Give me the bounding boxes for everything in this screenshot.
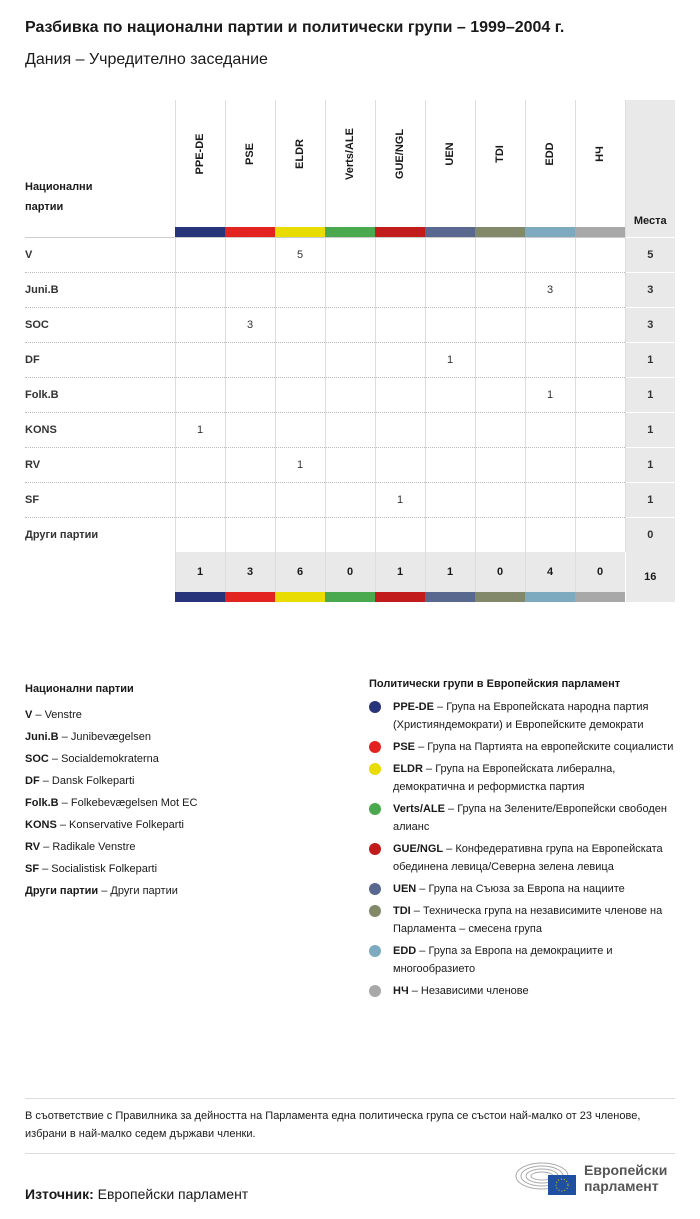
legend-item: Други партии – Други партии <box>25 885 178 897</box>
group-code: EDD <box>393 945 417 957</box>
legend-item: Juni.B – Junibevægelsen <box>25 731 151 743</box>
group-full-name: Техническа група на независимите членове на Парламента – смесена група <box>393 905 663 935</box>
seat-count-cell <box>175 307 225 342</box>
group-color-bar <box>575 592 625 602</box>
seat-count-cell <box>475 237 525 272</box>
party-name: KONS <box>25 412 175 447</box>
seat-count-cell <box>175 237 225 272</box>
seat-count-cell <box>525 342 575 377</box>
seat-count-cell <box>425 377 475 412</box>
party-name: DF <box>25 342 175 377</box>
party-full-name: Други партии <box>110 885 178 897</box>
seat-count-cell <box>425 447 475 482</box>
seat-count-cell <box>575 412 625 447</box>
seat-count-cell <box>575 307 625 342</box>
group-code: ELDR <box>294 139 306 169</box>
seat-count-cell <box>525 237 575 272</box>
seat-count-cell <box>525 307 575 342</box>
national-parties-legend <box>25 678 197 902</box>
hemicycle-icon <box>514 1160 576 1196</box>
legend-item: PPE-DE – Група на Европейската народна партия (Християндемократи) и Европейските демократи <box>369 698 679 734</box>
party-code: SOC <box>25 753 49 765</box>
legend-item: RV – Radikale Venstre <box>25 841 136 853</box>
seat-count-cell <box>275 272 325 307</box>
row-total-seats: 0 <box>625 517 675 552</box>
group-code: UEN <box>393 883 417 895</box>
group-total: 4 <box>525 552 575 592</box>
seat-count-cell <box>475 482 525 517</box>
group-color-bar <box>525 592 575 602</box>
group-color-bar <box>525 227 575 237</box>
party-full-name: Venstre <box>44 709 82 721</box>
group-code: Verts/ALE <box>344 128 356 180</box>
group-total: 1 <box>425 552 475 592</box>
seat-count-cell <box>325 342 375 377</box>
row-total-seats: 1 <box>625 412 675 447</box>
national-parties-header: Национални партии <box>25 181 93 213</box>
group-total: 0 <box>325 552 375 592</box>
group-full-name: Група на Съюза за Европа на нациите <box>428 883 625 895</box>
legend-item: EDD – Група за Европа на демокрациите и многообразието <box>369 942 679 978</box>
group-code: PSE <box>244 142 256 165</box>
group-full-name: Група на Европейската народна партия (Християндемократи) и Европейските демократи <box>393 701 649 731</box>
seat-count-cell <box>425 237 475 272</box>
group-header <box>325 100 375 227</box>
legend-item: PSE – Група на Партията на европейските социалисти <box>369 738 679 756</box>
row-total-seats: 5 <box>625 237 675 272</box>
group-color-bar <box>225 592 275 602</box>
group-code: TDI <box>393 905 411 917</box>
group-header <box>275 100 325 227</box>
legend-item: SF – Socialistisk Folkeparti <box>25 863 158 875</box>
legend-title: Национални партии <box>25 683 134 695</box>
group-color-dot-icon <box>369 741 381 753</box>
party-code: Juni.B <box>25 731 59 743</box>
legend-title: Политически групи в Европейския парламент <box>369 678 621 690</box>
seat-count-cell <box>325 482 375 517</box>
legend-item: TDI – Техническа група на независимите членове на Парламента – смесена група <box>369 902 679 938</box>
row-total-seats: 1 <box>625 342 675 377</box>
party-full-name: Socialistisk Folkeparti <box>51 863 158 875</box>
party-name: Folk.B <box>25 377 175 412</box>
seat-count-cell <box>525 447 575 482</box>
seat-count-cell <box>175 377 225 412</box>
seat-count-cell <box>225 272 275 307</box>
page-subtitle: Дания – Учредително заседание <box>25 51 268 68</box>
group-color-bar <box>375 227 425 237</box>
seat-count-cell <box>375 412 425 447</box>
group-code: НЧ <box>594 146 606 162</box>
party-full-name: Junibevægelsen <box>70 731 151 743</box>
seat-count-cell <box>575 517 625 552</box>
seat-count-cell: 3 <box>225 307 275 342</box>
group-color-bar <box>575 227 625 237</box>
group-total: 0 <box>575 552 625 592</box>
group-code: PPE-DE <box>393 701 434 713</box>
table-row <box>25 482 675 517</box>
seat-count-cell <box>225 412 275 447</box>
legend-item: KONS – Konservative Folkeparti <box>25 819 184 831</box>
group-header <box>575 100 625 227</box>
seat-count-cell <box>275 482 325 517</box>
grand-total: 16 <box>625 552 675 602</box>
seat-count-cell <box>275 342 325 377</box>
table-row <box>25 342 675 377</box>
group-color-bar <box>475 592 525 602</box>
group-color-dot-icon <box>369 985 381 997</box>
group-color-dot-icon <box>369 803 381 815</box>
legend-item: Verts/ALE – Група на Зелените/Европейски свободен алианс <box>369 800 679 836</box>
group-header <box>425 100 475 227</box>
seat-count-cell <box>475 447 525 482</box>
seat-count-cell <box>175 482 225 517</box>
group-full-name: Група на Партията на европейските социалисти <box>427 741 674 753</box>
row-total-seats: 1 <box>625 447 675 482</box>
seat-count-cell <box>375 342 425 377</box>
legend-item: SOC – Socialdemokraterna <box>25 753 159 765</box>
seat-count-cell <box>325 412 375 447</box>
group-full-name: Група на Зелените/Европейски свободен алианс <box>393 803 667 833</box>
seat-count-cell <box>325 237 375 272</box>
source <box>25 1186 248 1202</box>
seat-count-cell: 1 <box>275 447 325 482</box>
group-total: 1 <box>175 552 225 592</box>
seat-count-cell <box>375 307 425 342</box>
seat-count-cell <box>425 272 475 307</box>
group-color-bar <box>175 592 225 602</box>
seat-count-cell <box>325 377 375 412</box>
seats-header: Места <box>625 100 675 237</box>
group-total: 6 <box>275 552 325 592</box>
group-header <box>225 100 275 227</box>
group-color-bar <box>475 227 525 237</box>
seat-count-cell <box>425 517 475 552</box>
table-row <box>25 377 675 412</box>
legend-item: GUE/NGL – Конфедеративна група на Европейската обединена левица/Северна зелена левица <box>369 840 679 876</box>
group-color-bar <box>425 592 475 602</box>
group-full-name: Група за Европа на демокрациите и многообразието <box>393 945 613 975</box>
group-code: Verts/ALE <box>393 803 445 815</box>
footnote: В съответствие с Правилника за дейността на Парламента една политическа група се състои най-малко от 23 членове, избрани в най-малко седем държави членки. <box>25 1098 675 1154</box>
group-color-bar <box>175 227 225 237</box>
group-total: 3 <box>225 552 275 592</box>
group-code: PPE-DE <box>194 133 206 175</box>
table-row <box>25 412 675 447</box>
legend-item: Folk.B – Folkebevægelsen Mot EC <box>25 797 198 809</box>
seat-count-cell <box>175 342 225 377</box>
legend-item: UEN – Група на Съюза за Европа на нациите <box>369 880 679 898</box>
group-code: TDI <box>494 145 506 163</box>
group-full-name: Независими членове <box>420 985 529 997</box>
seat-count-cell <box>575 272 625 307</box>
party-full-name: Konservative Folkeparti <box>69 819 184 831</box>
seat-count-cell <box>375 377 425 412</box>
group-color-dot-icon <box>369 763 381 775</box>
source-value: Европейски парламент <box>97 1186 249 1202</box>
group-code: НЧ <box>393 985 409 997</box>
group-code: PSE <box>393 741 416 753</box>
seat-count-cell <box>425 482 475 517</box>
seat-count-cell <box>425 412 475 447</box>
seat-count-cell <box>575 482 625 517</box>
seat-count-cell: 5 <box>275 237 325 272</box>
seats-table <box>25 100 675 602</box>
group-color-bar <box>275 227 325 237</box>
party-code: V <box>25 709 33 721</box>
table-row <box>25 517 675 552</box>
party-code: SF <box>25 863 40 875</box>
seat-count-cell <box>475 307 525 342</box>
seat-count-cell <box>575 342 625 377</box>
group-color-dot-icon <box>369 905 381 917</box>
seat-count-cell <box>325 272 375 307</box>
seat-count-cell <box>225 517 275 552</box>
seat-count-cell <box>225 447 275 482</box>
seat-count-cell <box>475 517 525 552</box>
party-name: RV <box>25 447 175 482</box>
legend-item: ELDR – Група на Европейската либерална, демократична и реформистка партия <box>369 760 679 796</box>
seat-count-cell <box>275 412 325 447</box>
group-color-bar <box>325 592 375 602</box>
group-code: ELDR <box>393 763 423 775</box>
seat-count-cell <box>325 517 375 552</box>
seat-count-cell <box>525 482 575 517</box>
group-code: GUE/NGL <box>394 128 406 180</box>
group-header <box>375 100 425 227</box>
seat-count-cell <box>375 447 425 482</box>
source-label: Източник: <box>25 1186 94 1202</box>
seat-count-cell: 1 <box>425 342 475 377</box>
party-full-name: Folkebevægelsen Mot EC <box>70 797 198 809</box>
party-full-name: Socialdemokraterna <box>61 753 159 765</box>
european-parliament-logo <box>514 1160 679 1196</box>
seat-count-cell <box>325 447 375 482</box>
party-code: Други партии <box>25 885 99 897</box>
group-color-dot-icon <box>369 701 381 713</box>
party-full-name: Radikale Venstre <box>52 841 136 853</box>
seat-count-cell <box>575 447 625 482</box>
seat-count-cell <box>525 517 575 552</box>
seat-count-cell <box>275 377 325 412</box>
seat-count-cell <box>175 517 225 552</box>
seat-count-cell <box>175 447 225 482</box>
seat-count-cell: 3 <box>525 272 575 307</box>
group-header <box>475 100 525 227</box>
legend-item: DF – Dansk Folkeparti <box>25 775 135 787</box>
seat-count-cell <box>375 272 425 307</box>
political-groups-legend <box>369 678 679 1004</box>
group-header <box>175 100 225 227</box>
seat-count-cell <box>225 237 275 272</box>
party-name: Други партии <box>25 517 175 552</box>
seat-count-cell <box>475 412 525 447</box>
party-code: KONS <box>25 819 57 831</box>
seat-count-cell <box>225 342 275 377</box>
seat-count-cell <box>225 377 275 412</box>
row-total-seats: 3 <box>625 307 675 342</box>
seat-count-cell <box>475 272 525 307</box>
group-total: 0 <box>475 552 525 592</box>
group-color-dot-icon <box>369 945 381 957</box>
page-title: Разбивка по национални партии и политически групи – 1999–2004 г. <box>25 19 565 36</box>
table-row <box>25 447 675 482</box>
table-row <box>25 307 675 342</box>
row-total-seats: 1 <box>625 377 675 412</box>
group-code: UEN <box>444 142 456 166</box>
group-total: 1 <box>375 552 425 592</box>
party-code: RV <box>25 841 41 853</box>
party-code: DF <box>25 775 40 787</box>
group-color-bar <box>425 227 475 237</box>
seat-count-cell <box>275 517 325 552</box>
seat-count-cell: 1 <box>525 377 575 412</box>
group-color-bar <box>375 592 425 602</box>
party-name: SF <box>25 482 175 517</box>
party-name: V <box>25 237 175 272</box>
table-row <box>25 272 675 307</box>
group-full-name: Конфедеративна група на Европейската обединена левица/Северна зелена левица <box>393 843 663 873</box>
group-color-dot-icon <box>369 843 381 855</box>
legend-item: НЧ – Независими членове <box>369 982 679 1000</box>
group-full-name: Група на Европейската либерална, демократична и реформистка партия <box>393 763 616 793</box>
seat-count-cell: 1 <box>175 412 225 447</box>
seat-count-cell <box>375 517 425 552</box>
group-color-bar <box>325 227 375 237</box>
seat-count-cell <box>575 377 625 412</box>
seat-count-cell <box>175 272 225 307</box>
group-color-dot-icon <box>369 883 381 895</box>
seat-count-cell <box>375 237 425 272</box>
legend-item: V – Venstre <box>25 709 82 721</box>
row-total-seats: 3 <box>625 272 675 307</box>
table-row <box>25 237 675 272</box>
seat-count-cell <box>275 307 325 342</box>
group-code: EDD <box>544 142 556 166</box>
seat-count-cell <box>225 482 275 517</box>
group-header <box>525 100 575 227</box>
seat-count-cell <box>575 237 625 272</box>
row-total-seats: 1 <box>625 482 675 517</box>
group-color-bar <box>225 227 275 237</box>
seat-count-cell <box>525 412 575 447</box>
group-color-bar <box>275 592 325 602</box>
seat-count-cell <box>425 307 475 342</box>
party-code: Folk.B <box>25 797 59 809</box>
seat-count-cell <box>475 377 525 412</box>
logo-text: Европейски парламент <box>584 1162 668 1194</box>
party-name: Juni.B <box>25 272 175 307</box>
party-full-name: Dansk Folkeparti <box>51 775 135 787</box>
seat-count-cell <box>475 342 525 377</box>
party-name: SOC <box>25 307 175 342</box>
seat-count-cell: 1 <box>375 482 425 517</box>
seat-count-cell <box>325 307 375 342</box>
group-code: GUE/NGL <box>393 843 444 855</box>
